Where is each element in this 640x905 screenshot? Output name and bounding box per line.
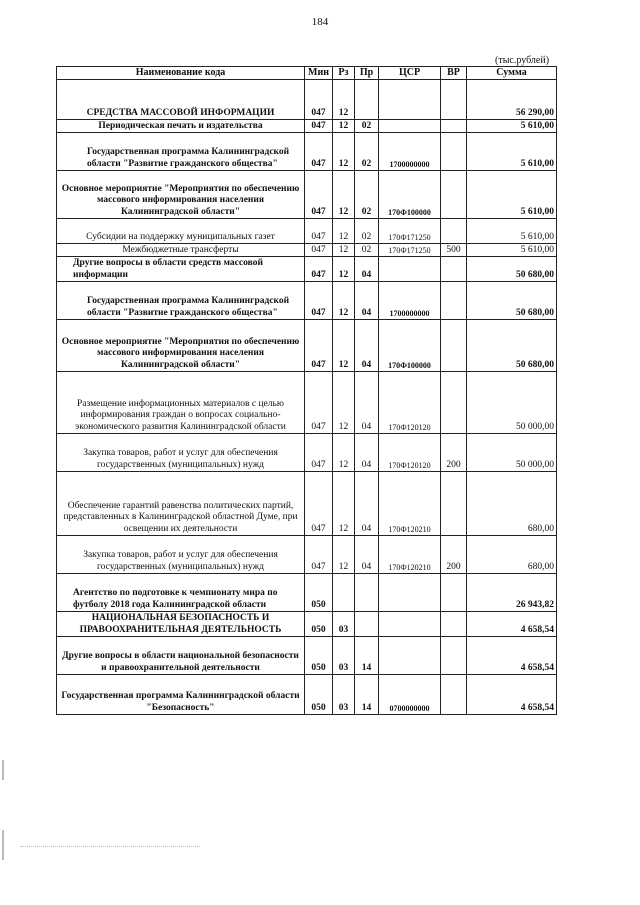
row-pr: 02 [355,244,379,257]
row-csr: 170Ф120120 [379,434,441,472]
table-row [57,675,557,715]
row-pr: 04 [355,257,379,282]
row-min: 050 [305,675,333,715]
row-min: 050 [305,612,333,637]
header-pr: Пр [355,67,379,80]
row-rz: 12 [333,133,355,171]
row-sum: 50 680,00 [467,257,557,282]
row-min: 047 [305,372,333,434]
table-row [57,637,557,675]
table-row [57,133,557,171]
row-name: НАЦИОНАЛЬНАЯ БЕЗОПАСНОСТЬ И ПРАВООХРАНИТЕЛЬНАЯ ДЕЯТЕЛЬНОСТЬ [57,612,305,637]
scan-edge-mark [2,830,4,860]
row-rz: 12 [333,171,355,219]
row-sum: 5 610,00 [467,244,557,257]
row-rz: 12 [333,320,355,372]
row-sum: 5 610,00 [467,219,557,244]
table-row [57,282,557,320]
row-name: Межбюджетные трансферты [57,244,305,257]
table-row [57,574,557,612]
row-sum: 680,00 [467,472,557,536]
row-min: 050 [305,637,333,675]
table-row [57,536,557,574]
row-name: Закупка товаров, работ и услуг для обеспечения государственных (муниципальных) нужд [57,434,305,472]
table-row [57,612,557,637]
row-vr [441,257,467,282]
row-rz: 12 [333,219,355,244]
row-pr: 04 [355,536,379,574]
row-rz [333,574,355,612]
table-row [57,120,557,133]
row-rz: 12 [333,434,355,472]
row-rz: 03 [333,612,355,637]
row-vr [441,472,467,536]
row-csr: 1700000000 [379,282,441,320]
row-vr [441,171,467,219]
row-pr: 04 [355,372,379,434]
row-vr [441,282,467,320]
row-csr: 170Ф171250 [379,219,441,244]
header-name: Наименование кода [57,67,305,80]
header-min: Мин [305,67,333,80]
row-sum: 4 658,54 [467,637,557,675]
row-min: 047 [305,282,333,320]
row-csr: 170Ф100000 [379,320,441,372]
row-name: Закупка товаров, работ и услуг для обеспечения государственных (муниципальных) нужд [57,536,305,574]
row-sum: 5 610,00 [467,133,557,171]
table-row [57,219,557,244]
header-rz: Рз [333,67,355,80]
row-pr: 14 [355,675,379,715]
row-pr: 14 [355,637,379,675]
row-csr [379,257,441,282]
row-vr [441,133,467,171]
row-pr: 04 [355,282,379,320]
row-csr [379,612,441,637]
row-vr [441,574,467,612]
row-vr [441,219,467,244]
row-csr [379,120,441,133]
row-rz: 12 [333,536,355,574]
row-min: 047 [305,536,333,574]
row-vr [441,372,467,434]
units-label: (тыс.рублей) [495,55,550,66]
footer-dotted-line [20,846,200,848]
row-csr [379,80,441,120]
row-min: 047 [305,80,333,120]
header-csr: ЦСР [379,67,441,80]
row-sum: 50 000,00 [467,434,557,472]
row-rz: 12 [333,472,355,536]
row-name: Основное мероприятие "Мероприятия по обеспечению массового информирования населения Калининградской области" [57,320,305,372]
row-pr: 02 [355,133,379,171]
row-rz: 03 [333,675,355,715]
row-pr: 04 [355,434,379,472]
page-number: 184 [311,16,329,28]
row-pr: 04 [355,472,379,536]
table-row [57,80,557,120]
table-row [57,372,557,434]
row-csr: 170Ф120210 [379,472,441,536]
table-row [57,244,557,257]
row-name: Государственная программа Калининградской области "Развитие гражданского общества" [57,282,305,320]
row-sum: 5 610,00 [467,171,557,219]
row-rz: 12 [333,282,355,320]
row-min: 047 [305,257,333,282]
row-min: 047 [305,133,333,171]
row-name: Другие вопросы в области национальной безопасности и правоохранительной деятельности [57,637,305,675]
row-pr: 04 [355,320,379,372]
row-min: 047 [305,472,333,536]
row-vr: 200 [441,434,467,472]
row-name: Размещение информационных материалов с целью информирования граждан о вопросах социально-экономического развития Калининградской области [57,372,305,434]
row-name: Периодическая печать и издательства [57,120,305,133]
row-name: Основное мероприятие "Мероприятия по обеспечению массового информирования населения Калининградской области" [57,171,305,219]
row-sum: 50 000,00 [467,372,557,434]
header-vr: ВР [441,67,467,80]
row-csr [379,637,441,675]
row-csr: 170Ф171250 [379,244,441,257]
row-sum: 56 290,00 [467,80,557,120]
row-min: 050 [305,574,333,612]
row-min: 047 [305,171,333,219]
row-min: 047 [305,244,333,257]
row-pr [355,80,379,120]
row-csr [379,574,441,612]
scan-edge-mark [2,760,4,780]
row-pr [355,574,379,612]
table-row [57,434,557,472]
header-sum: Сумма [467,67,557,80]
row-rz: 12 [333,244,355,257]
row-vr [441,637,467,675]
row-min: 047 [305,434,333,472]
row-csr: 0700000000 [379,675,441,715]
row-name: Государственная программа Калининградской области "Безопасность" [57,675,305,715]
row-sum: 4 658,54 [467,612,557,637]
row-rz: 12 [333,372,355,434]
row-rz: 12 [333,80,355,120]
row-vr [441,612,467,637]
row-name: Обеспечение гарантий равенства политических партий, представленных в Калининградской областной Думе, при освещении их деятельности [57,472,305,536]
row-csr: 170Ф100000 [379,171,441,219]
table-row [57,171,557,219]
row-vr: 500 [441,244,467,257]
table-row [57,472,557,536]
row-name: Другие вопросы в области средств массовой информации [57,257,305,282]
row-rz: 12 [333,257,355,282]
row-sum: 680,00 [467,536,557,574]
row-min: 047 [305,120,333,133]
row-rz: 03 [333,637,355,675]
row-sum: 5 610,00 [467,120,557,133]
row-name: СРЕДСТВА МАССОВОЙ ИНФОРМАЦИИ [57,80,305,120]
row-pr [355,612,379,637]
row-vr: 200 [441,536,467,574]
row-vr [441,675,467,715]
table-header-row [57,67,557,80]
table-row [57,320,557,372]
row-pr: 02 [355,171,379,219]
row-name: Субсидии на поддержку муниципальных газет [57,219,305,244]
row-name: Агентство по подготовке к чемпионату мира по футболу 2018 года Калининградской области [57,574,305,612]
row-min: 047 [305,219,333,244]
row-min: 047 [305,320,333,372]
row-vr [441,80,467,120]
row-pr: 02 [355,219,379,244]
row-pr: 02 [355,120,379,133]
row-sum: 26 943,82 [467,574,557,612]
budget-table [56,66,557,715]
row-csr: 170Ф120120 [379,372,441,434]
row-name: Государственная программа Калининградской области "Развитие гражданского общества" [57,133,305,171]
row-csr: 170Ф120210 [379,536,441,574]
row-sum: 50 680,00 [467,320,557,372]
table-row [57,257,557,282]
row-vr [441,320,467,372]
row-sum: 50 680,00 [467,282,557,320]
row-sum: 4 658,54 [467,675,557,715]
row-vr [441,120,467,133]
row-csr: 1700000000 [379,133,441,171]
row-rz: 12 [333,120,355,133]
